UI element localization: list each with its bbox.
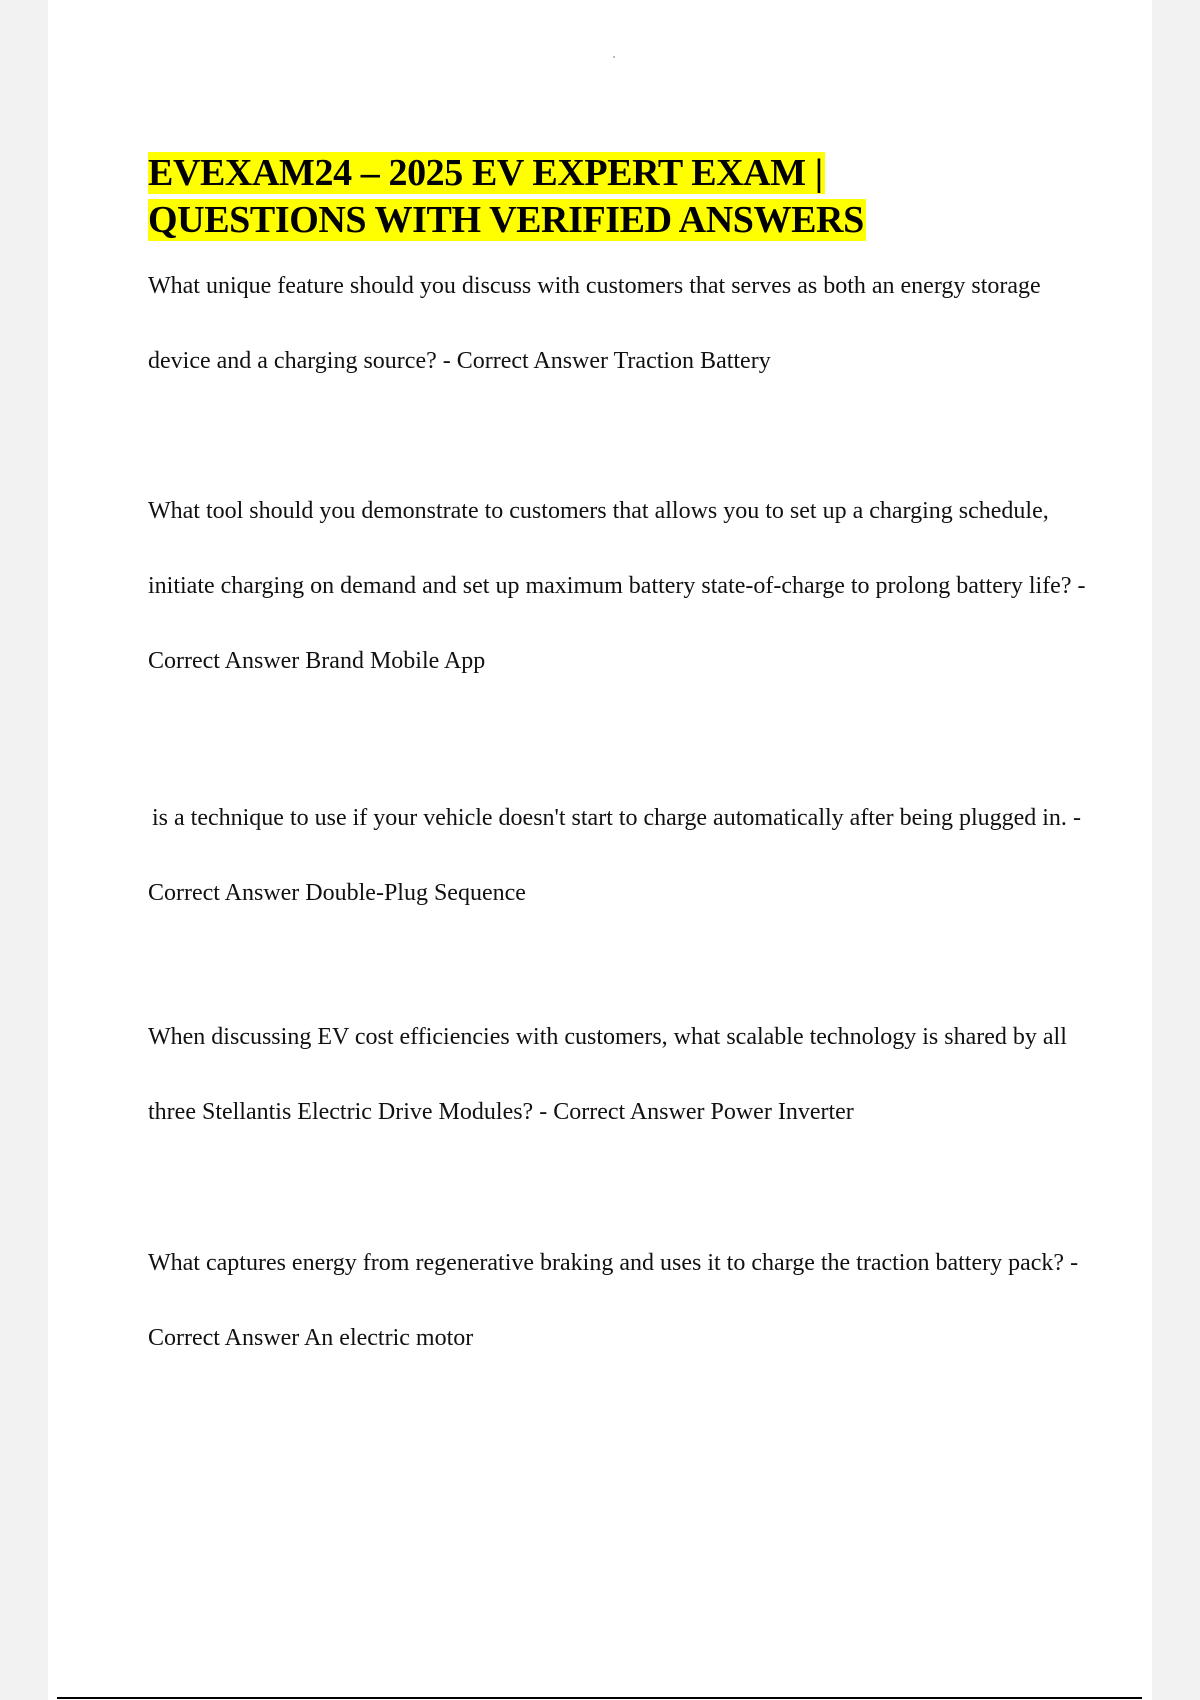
header-mark: [613, 56, 615, 58]
qa-item-1: [148, 249, 1088, 399]
answer-label: - Correct Answer: [148, 805, 1081, 906]
answer-label: - Correct Answer: [148, 573, 1086, 674]
question-text: What tool should you demonstrate to customers that allows you to set up a charging schedule, initiate charging on demand and set up maximum battery state-of-charge to prolong battery life?: [148, 498, 1072, 599]
answer-text: Double-Plug Sequence: [305, 880, 526, 906]
bottom-rule: [57, 1697, 1142, 1699]
qa-item-2: [148, 474, 1088, 699]
answer-label: - Correct Answer: [533, 1099, 711, 1125]
title-line-2: QUESTIONS WITH VERIFIED ANSWERS: [148, 199, 864, 241]
qa-item-4: [148, 1000, 1088, 1150]
answer-text: Power Inverter: [710, 1099, 854, 1125]
qa-item-3: [148, 775, 1088, 931]
question-text: What unique feature should you discuss with customers that serves as both an energy storage device and a charging source?: [148, 273, 1041, 374]
answer-label: - Correct Answer: [148, 1250, 1079, 1351]
answer-text: Traction Battery: [613, 348, 771, 374]
title-line-1: EVEXAM24 – 2025 EV EXPERT EXAM |: [148, 152, 823, 194]
question-text: When discussing EV cost efficiencies with customers, what scalable technology is shared by all three Stellantis Electric Drive Modules?: [148, 1024, 1067, 1125]
question-text: What captures energy from regenerative braking and uses it to charge the traction battery pack?: [148, 1250, 1065, 1276]
document-title: [148, 150, 1048, 244]
answer-text: Brand Mobile App: [305, 648, 486, 674]
qa-item-5: [148, 1226, 1088, 1376]
question-text: is a technique to use if your vehicle doesn't start to charge automatically after being plugged in.: [152, 805, 1067, 831]
answer-label: - Correct Answer: [436, 348, 614, 374]
answer-text: An electric motor: [303, 1325, 474, 1351]
